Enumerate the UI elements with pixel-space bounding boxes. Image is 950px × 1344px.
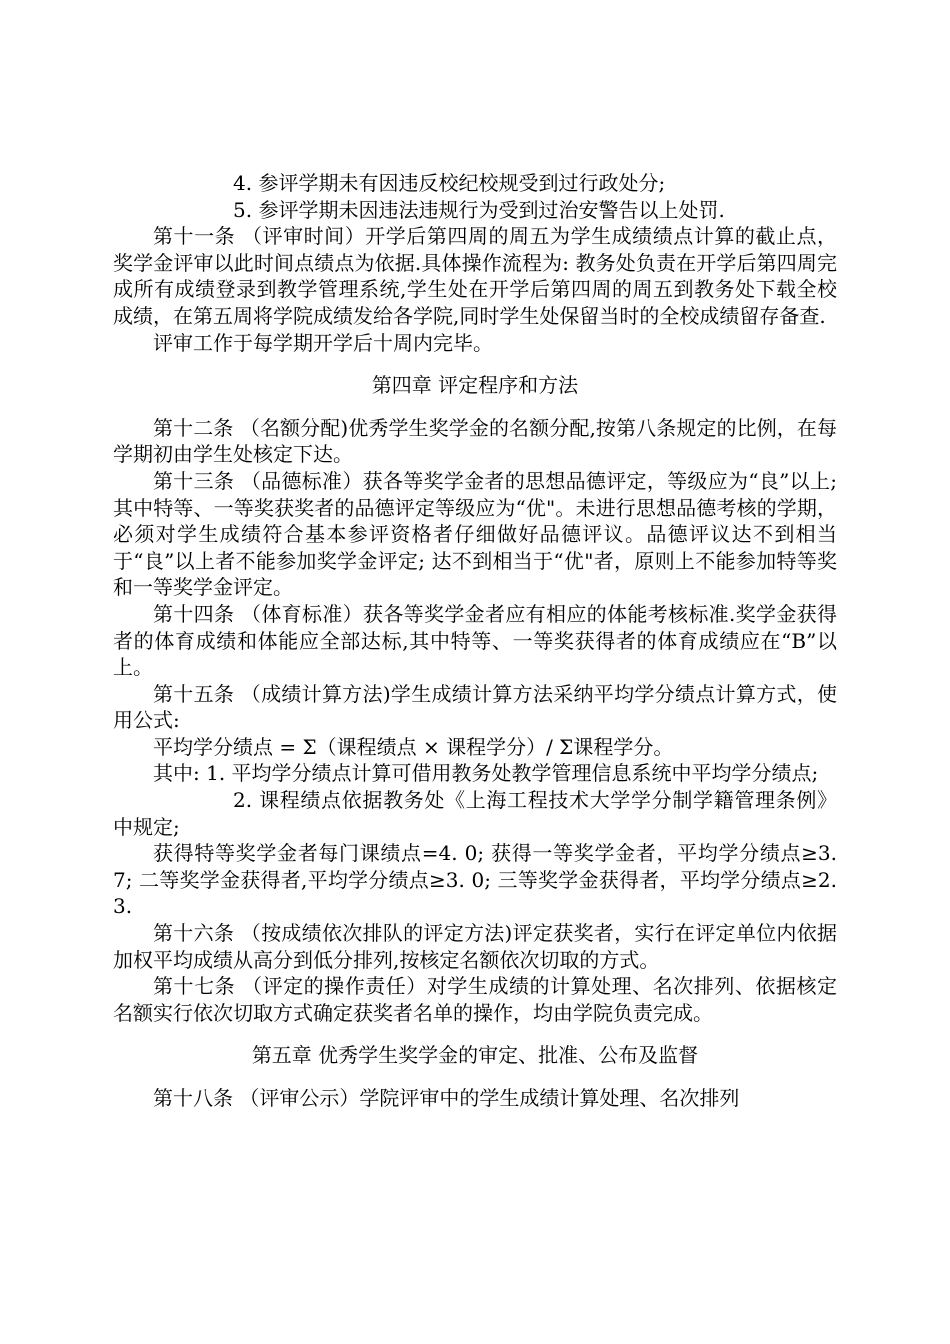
article-15: 第十五条 （成绩计算方法)学生成绩计算方法采纳平均学分绩点计算方式，使用公式: xyxy=(113,681,837,733)
chapter-4-heading: 第四章 评定程序和方法 xyxy=(371,373,579,398)
article-13: 第十三条 （品德标准）获各等奖学金者的思想品德评定，等级应为“良”以上; 其中特等、一等奖获奖者的品德评定等级应为“优"。未进行思想品德考核的学期，必须对学生成绩符合基本参评资格者仔细做好品德评议。品德评议达不到相当于“良”以上者不能参加奖学金评定; 达不到相当于“优"者，原则上不能参加特等奖和一等奖学金评定。 xyxy=(113,468,837,600)
article-16: 第十六条 （按成绩依次排队的评定方法)评定获奖者，实行在评定单位内依据加权平均成绩从高分到低分排列,按核定名额依次切取的方式。 xyxy=(113,921,837,972)
formula-note-1: 其中: 1. 平均学分绩点计算可借用教务处教学管理信息系统中平均学分绩点; xyxy=(153,761,819,786)
document-page xyxy=(113,170,837,1112)
article-12: 第十二条 （名额分配)优秀学生奖学金的名额分配,按第八条规定的比例，在每学期初由学生处核定下达。 xyxy=(113,415,837,467)
article-18: 第十八条 （评审公示）学院评审中的学生成绩计算处理、名次排列 xyxy=(153,1086,740,1110)
gpa-thresholds: 获得特等奖学金者每门课绩点=4. 0; 获得一等奖学金者，平均学分绩点≥3. 7; 二等奖学金获得者,平均学分绩点≥3. 0; 三等奖学金获得者，平均学分绩点≥2. 3. xyxy=(113,841,837,919)
review-completion-note: 评审工作于每学期开学后十周内完毕。 xyxy=(153,330,493,355)
article-11: 第十一条 （评审时间）开学后第四周的周五为学生成绩绩点计算的截止点，奖学金评审以此时间点绩点为依据.具体操作流程为: 教务处负责在开学后第四周完成所有成绩登录到教学管理系统,学生处在开学后第四周的周五到教务处下载全校成绩，在第五周将学院成绩发给各学院,同时学生处保留当时的全校成绩留存备查. xyxy=(113,224,837,328)
gpa-formula: 平均学分绩点 = Σ（课程绩点 × 课程学分）/ Σ课程学分。 xyxy=(153,734,674,759)
article-17: 第十七条 （评定的操作责任）对学生成绩的计算处理、名次排列、依据核定名额实行依次切取方式确定获奖者名单的操作，均由学院负责完成。 xyxy=(113,974,837,1025)
formula-note-2: 2. 课程绩点依据教务处《上海工程技术大学学分制学籍管理条例》中规定; xyxy=(113,788,837,839)
clause-item-5: 5. 参评学期未因违法违规行为受到过治安警告以上处罚. xyxy=(233,197,725,222)
article-14: 第十四条 （体育标准）获各等奖学金者应有相应的体能考核标准.奖学金获得者的体育成绩和体能应全部达标,其中特等、一等奖获得者的体育成绩应在“B”以上。 xyxy=(113,601,837,680)
chapter-5-heading: 第五章 优秀学生奖学金的审定、批准、公布及监督 xyxy=(251,1043,699,1068)
clause-item-4: 4. 参评学期未有因违反校纪校规受到过行政处分; xyxy=(233,171,666,195)
